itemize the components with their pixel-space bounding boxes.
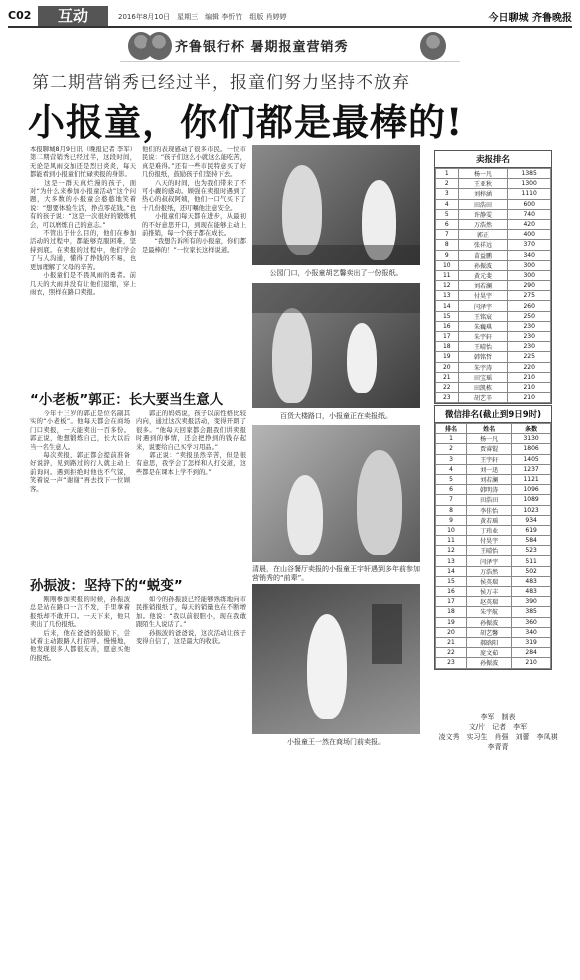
table-cell: 250 xyxy=(508,311,551,321)
table-cell: 郭正 xyxy=(458,230,508,240)
table-cell: 王铭宸 xyxy=(458,311,508,321)
guo-zheng-text-col1: 今年十三岁的郭正是位名副其实的“小老板”。他每天都会在商场门口卖报，一天能卖出一百多份。郭正说，他想锻炼自己，长大以后当一名生意人。 每次卖报，郭正都会提前准备好说辞，见到路过的行人就主动上前询问。遇到拒绝时他也不气馁，笑着说一声“谢谢”再去找下一位顾客。 xyxy=(30,410,130,493)
table-row xyxy=(436,219,551,229)
table-cell: 600 xyxy=(508,199,551,209)
table-cell: 17 xyxy=(436,332,459,342)
table-cell: 511 xyxy=(512,556,551,566)
table-cell: 290 xyxy=(508,281,551,291)
photo-caption: 清晨，在山谷餐厅卖报的小报童王宇轩遇到多年前参加营销秀的“前辈”。 xyxy=(252,565,420,582)
table-cell: 230 xyxy=(508,321,551,331)
guo-zheng-text-col2: 郭正的妈妈说，孩子以前性格比较内向，通过这次卖报活动，变得开朗了很多。“他每天回家都会跟我们讲卖报时遇到的事情，还会把挣到的钱存起来，说要给自己买学习用品。” 郭正说：“卖报虽然辛苦，但是很有意思，我学会了怎样和人打交道，这些都是在课本上学不到的。” xyxy=(136,410,246,476)
table-cell: 12 xyxy=(436,281,459,291)
sales-ranking-table xyxy=(434,150,552,404)
table-row xyxy=(436,607,551,617)
table-cell: 502 xyxy=(512,566,551,576)
table-cell: 1237 xyxy=(512,464,551,474)
date-line: 2016年8月10日 星期三 编辑 李忻竹 组版 肖婷婷 xyxy=(118,13,287,21)
mascot-icon xyxy=(146,32,172,60)
table-row xyxy=(436,505,551,515)
table-cell: 苗益鹏 xyxy=(458,250,508,260)
table-row xyxy=(436,270,551,280)
table-cell: 230 xyxy=(508,332,551,342)
table-cell: 万浩然 xyxy=(466,566,511,576)
table-cell: 3 xyxy=(436,454,467,464)
table-cell: 390 xyxy=(512,597,551,607)
table-cell: 319 xyxy=(512,637,551,647)
table-cell: 210 xyxy=(508,393,551,403)
table-cell: 13 xyxy=(436,556,467,566)
table-row xyxy=(436,627,551,637)
paper-name: 今日聊城 齐鲁晚报 xyxy=(488,13,572,24)
photo-mall-entrance xyxy=(252,584,420,734)
table-row xyxy=(436,179,551,189)
column-header: 姓名 xyxy=(466,424,511,434)
table-cell: 16 xyxy=(436,321,459,331)
table-cell: 1096 xyxy=(512,485,551,495)
table-cell: 侯英瑞 xyxy=(466,576,511,586)
table-cell: 赵英瑞 xyxy=(466,597,511,607)
table-cell: 1 xyxy=(436,169,459,179)
table-cell: 许静雯 xyxy=(458,209,508,219)
table-cell: 523 xyxy=(512,546,551,556)
table-cell: 13 xyxy=(436,291,459,301)
table-row xyxy=(436,362,551,372)
table-cell: 1089 xyxy=(512,495,551,505)
table-cell: 360 xyxy=(512,617,551,627)
table-cell: 5 xyxy=(436,474,467,484)
table-cell: 740 xyxy=(508,209,551,219)
table-cell: 300 xyxy=(508,260,551,270)
table-cell: 19 xyxy=(436,352,459,362)
table-cell: 385 xyxy=(512,607,551,617)
table-cell: 田浩田 xyxy=(458,199,508,209)
table-cell: 黄元斐 xyxy=(458,270,508,280)
table-row xyxy=(436,587,551,597)
table-cell: 孙振波 xyxy=(466,658,511,668)
article-text-col2: 他们的表现感动了很多市民。一位市民说：“孩子们这么小就这么能吃苦，真是难得。”还有一些市民特意买了好几份报纸，鼓励孩子们坚持下去。 八天的时间，也为我们带来了不可小觑的感动。顾强在卖报时遇到了热心的叔叔阿姨，他们一口气买下了十几份报纸，还叮嘱他注意安全。 小报童们每天都在进步，从最初的不好意思开口，到现在能够主动上前推销，每一个孩子都在成长。 “我想告诉所有的小报童，你们都是最棒的！”一位家长这样说道。 xyxy=(142,146,246,254)
table-cell: 12 xyxy=(436,546,467,556)
table-cell: 14 xyxy=(436,301,459,311)
article-text-col1: 本报聊城8月9日讯（晚报记者 李军）第二期营销秀已经过半，这段时间，无论是风雨交加还是烈日炎炎，每天都能看到小报童们忙碌卖报的身影。 这是一群天真烂漫的孩子，面对“为什么来参加小报童活动”这个问题，大多数的小报童会憨憨地笑着说：“想要体验生活，挣点零花钱。”也有的孩子说：“这是一次很好的锻炼机会，可以磨炼自己的意志。” 不管出于什么目的，他们在参加活动的过程中，都能够克服困难，坚持到底。在卖报的过程中，他们学会了与人沟通，懂得了挣钱的不易，也更加理解了父母的辛苦。 小报童们是不畏风雨的勇者。前几天的大雨并没有让他们退缩，穿上雨衣，照样在路口卖报。 xyxy=(30,146,136,296)
table-cell: 15 xyxy=(436,576,467,586)
table-cell: 黄若瑶 xyxy=(466,515,511,525)
table-cell: 侯万丰 xyxy=(466,587,511,597)
table-cell: 340 xyxy=(512,627,551,637)
table-cell: 李佳怡 xyxy=(466,505,511,515)
table-cell: 5 xyxy=(436,209,459,219)
credits: 李军 制表 文/片 记者 李军 凌文秀 实习生 肖强 刘蕾 李凤祺 李青青 xyxy=(438,713,558,751)
event-banner xyxy=(120,30,460,62)
table-cell: 4 xyxy=(436,199,459,209)
table-cell: 王晴怡 xyxy=(458,342,508,352)
sun-zhenbo-text-col2: 如今的孙振波已经能够熟练地向市民推销报纸了，每天的销量也在不断增加。他说：“我以前很胆小，现在我敢跟陌生人说话了。” 孙振波的爸爸说，这次活动让孩子变得自信了，这是最大的收获。 xyxy=(136,596,246,646)
photo-caption: 小报童王一然在商场门前卖报。 xyxy=(287,738,385,746)
table-row xyxy=(436,301,551,311)
page-header xyxy=(8,6,572,28)
table-cell: 340 xyxy=(508,250,551,260)
table-cell: 1385 xyxy=(508,169,551,179)
table-cell: 王宇轩 xyxy=(466,454,511,464)
table-cell: 300 xyxy=(508,270,551,280)
table-cell: 孙振波 xyxy=(458,260,508,270)
table-cell: 丁玮业 xyxy=(466,525,511,535)
table-cell: 韩明涛 xyxy=(466,485,511,495)
table-cell: 2 xyxy=(436,444,467,454)
table-cell: 4 xyxy=(436,464,467,474)
table-cell: 2 xyxy=(436,179,459,189)
table-cell: 18 xyxy=(436,342,459,352)
table-cell: 1023 xyxy=(512,505,551,515)
table-cell: 934 xyxy=(512,515,551,525)
table-row xyxy=(436,209,551,219)
table-row xyxy=(436,393,551,403)
table-cell: 田浩田 xyxy=(466,495,511,505)
table-cell: 19 xyxy=(436,617,467,627)
table-cell: 庞文茹 xyxy=(466,648,511,658)
table-row xyxy=(436,658,551,668)
table-cell: 张祥远 xyxy=(458,240,508,250)
table-cell: 619 xyxy=(512,525,551,535)
table-cell: 584 xyxy=(512,536,551,546)
table-cell: 20 xyxy=(436,627,467,637)
sun-zhenbo-text-col1: 刚刚参加卖报的时候，孙振波总是站在路口一言不发，手里拿着报纸却不敢开口。一天下来，他只卖出了几份报纸。 后来，他在爸爸的鼓励下，尝试着主动跟路人打招呼。慢慢地，他发现很多人都很友善，愿意买他的报纸。 xyxy=(30,596,130,662)
table-row xyxy=(436,637,551,647)
table-cell: 14 xyxy=(436,566,467,576)
table-cell: 225 xyxy=(508,352,551,362)
photo-department-store xyxy=(252,283,420,408)
table-row xyxy=(436,169,551,179)
table-cell: 22 xyxy=(436,382,459,392)
table-cell: 23 xyxy=(436,393,459,403)
table-cell: 闫泽宇 xyxy=(466,556,511,566)
table-cell: 王亚秋 xyxy=(458,179,508,189)
table-cell: 260 xyxy=(508,301,551,311)
table-cell: 杨一凡 xyxy=(466,434,511,444)
section-label: 互动 xyxy=(38,6,108,26)
photo-caption: 百货大楼路口，小报童正在卖报纸。 xyxy=(280,412,392,420)
table-cell: 10 xyxy=(436,525,467,535)
table-cell: 18 xyxy=(436,607,467,617)
table-row xyxy=(436,291,551,301)
table-cell: 刘若澜 xyxy=(466,474,511,484)
table-cell: 胡艺辛 xyxy=(458,393,508,403)
table-row xyxy=(436,576,551,586)
subhead-sun-zhenbo: 孙振波：坚持下的“蜕变” xyxy=(30,578,183,594)
table-row xyxy=(436,281,551,291)
table-cell: 韩铭哲 xyxy=(458,352,508,362)
table-row xyxy=(436,556,551,566)
table-row xyxy=(436,189,551,199)
table-cell: 朱巍琪 xyxy=(458,321,508,331)
article-kicker: 第二期营销秀已经过半，报童们努力坚持不放弃 xyxy=(32,73,410,93)
table-row xyxy=(436,597,551,607)
table-cell: 郝晗阳 xyxy=(466,637,511,647)
table-cell: 400 xyxy=(508,230,551,240)
table-cell: 1806 xyxy=(512,444,551,454)
table-cell: 1121 xyxy=(512,474,551,484)
table-row xyxy=(436,648,551,658)
photo-restaurant xyxy=(252,425,420,562)
table-row xyxy=(436,525,551,535)
table-row xyxy=(436,260,551,270)
table-cell: 刘梓涵 xyxy=(458,189,508,199)
table-cell: 7 xyxy=(436,230,459,240)
table-cell: 1405 xyxy=(512,454,551,464)
table-cell: 483 xyxy=(512,587,551,597)
table-cell: 20 xyxy=(436,362,459,372)
table-row xyxy=(436,240,551,250)
table-cell: 210 xyxy=(512,658,551,668)
table-row xyxy=(436,546,551,556)
table-cell: 210 xyxy=(508,372,551,382)
table-row xyxy=(436,321,551,331)
table-cell: 万浩然 xyxy=(458,219,508,229)
table-cell: 朱宇轩 xyxy=(458,332,508,342)
table-row xyxy=(436,566,551,576)
table-cell: 8 xyxy=(436,240,459,250)
table-header-row xyxy=(436,424,551,434)
table-row xyxy=(436,352,551,362)
table-cell: 420 xyxy=(508,219,551,229)
table-row xyxy=(436,474,551,484)
table-row xyxy=(436,230,551,240)
table-row xyxy=(436,250,551,260)
table-cell: 284 xyxy=(512,648,551,658)
table-cell: 1 xyxy=(436,434,467,444)
article-headline: 小报童，你们都是最棒的! xyxy=(28,100,464,144)
table-row xyxy=(436,434,551,444)
table-cell: 付昊宇 xyxy=(458,291,508,301)
photo-park-gate xyxy=(252,145,420,265)
subhead-guo-zheng: “小老板”郭正：长大要当生意人 xyxy=(30,392,224,408)
column-header: 排名 xyxy=(436,424,467,434)
table-cell: 1300 xyxy=(508,179,551,189)
table-row xyxy=(436,485,551,495)
table-cell: 杨一凡 xyxy=(458,169,508,179)
table-cell: 370 xyxy=(508,240,551,250)
table-cell: 220 xyxy=(508,362,551,372)
wechat-ranking-table xyxy=(434,405,552,670)
table-cell: 16 xyxy=(436,587,467,597)
table-row xyxy=(436,199,551,209)
table-cell: 王晴怡 xyxy=(466,546,511,556)
table-cell: 11 xyxy=(436,270,459,280)
table-cell: 230 xyxy=(508,342,551,352)
table-cell: 22 xyxy=(436,648,467,658)
table-cell: 15 xyxy=(436,311,459,321)
table-cell: 21 xyxy=(436,637,467,647)
table-cell: 闫泽宇 xyxy=(458,301,508,311)
table-row xyxy=(436,495,551,505)
table-cell: 21 xyxy=(436,372,459,382)
table-cell: 9 xyxy=(436,250,459,260)
table-cell: 6 xyxy=(436,485,467,495)
table-cell: 17 xyxy=(436,597,467,607)
table-row xyxy=(436,372,551,382)
table-cell: 10 xyxy=(436,260,459,270)
table-cell: 朱宇涛 xyxy=(458,362,508,372)
table-cell: 刘一迅 xyxy=(466,464,511,474)
table-cell: 275 xyxy=(508,291,551,301)
table-row xyxy=(436,464,551,474)
table-row xyxy=(436,536,551,546)
photo-caption: 公园门口，小报童胡艺馨卖出了一份报纸。 xyxy=(269,269,403,277)
banner-title: 齐鲁银行杯 暑期报童营销秀 xyxy=(175,40,349,55)
wechat-ranking-title: 微信排名(截止到9日9时) xyxy=(435,406,551,423)
table-cell: 8 xyxy=(436,505,467,515)
table-row xyxy=(436,311,551,321)
table-cell: 23 xyxy=(436,658,467,668)
table-cell: 11 xyxy=(436,536,467,546)
table-row xyxy=(436,342,551,352)
table-cell: 田凯栋 xyxy=(458,382,508,392)
table-cell: 3 xyxy=(436,189,459,199)
table-cell: 贾睿锟 xyxy=(466,444,511,454)
table-cell: 胡艺馨 xyxy=(466,627,511,637)
table-cell: 483 xyxy=(512,576,551,586)
table-row xyxy=(436,617,551,627)
table-row xyxy=(436,454,551,464)
table-row xyxy=(436,444,551,454)
column-header: 条数 xyxy=(512,424,551,434)
table-cell: 3130 xyxy=(512,434,551,444)
table-row xyxy=(436,382,551,392)
table-cell: 朱宇航 xyxy=(466,607,511,617)
mascot-icon xyxy=(420,32,446,60)
table-cell: 210 xyxy=(508,382,551,392)
sales-ranking-title: 卖报排名 xyxy=(435,151,551,168)
table-cell: 刘若澜 xyxy=(458,281,508,291)
table-cell: 付昊宇 xyxy=(466,536,511,546)
table-cell: 孙振波 xyxy=(466,617,511,627)
page-number: C02 xyxy=(8,9,32,22)
table-cell: 田宝瑶 xyxy=(458,372,508,382)
table-cell: 1110 xyxy=(508,189,551,199)
table-cell: 9 xyxy=(436,515,467,525)
table-cell: 7 xyxy=(436,495,467,505)
table-cell: 6 xyxy=(436,219,459,229)
table-row xyxy=(436,515,551,525)
table-row xyxy=(436,332,551,342)
